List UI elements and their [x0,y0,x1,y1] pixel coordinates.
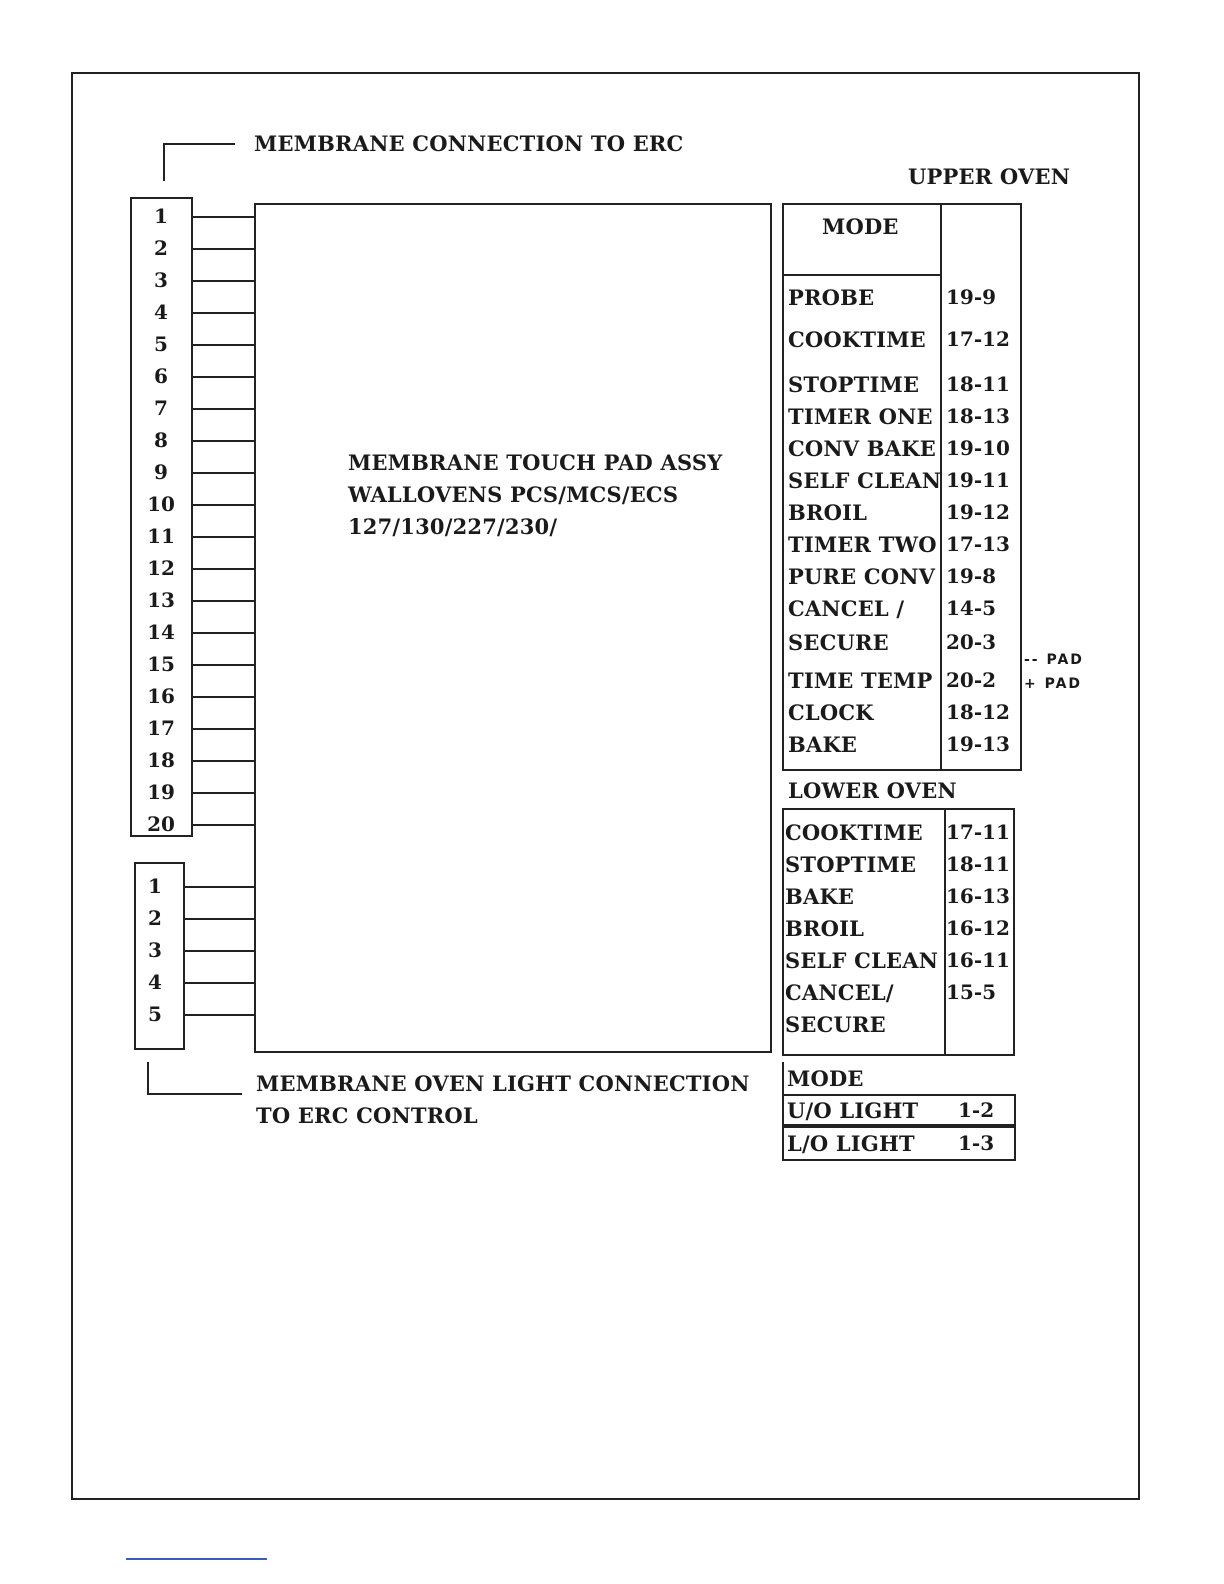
light-pin-lead [185,950,254,952]
lower-row-code: 16-12 [946,916,1010,940]
main-pin-lead [193,504,254,506]
upper-row-code: 20-2 [946,668,997,692]
touch-pad-label-line3: 127/130/227/230/ [348,514,558,539]
bottom-bracket-horizontal [147,1093,242,1095]
light-pin-lead [185,918,254,920]
main-pin-number: 13 [147,588,175,612]
main-pin-number: 20 [147,812,175,836]
main-pin-lead [193,760,254,762]
upper-row-mode: SELF CLEAN [788,468,942,493]
main-pin-number: 12 [147,556,175,580]
upper-row-mode: TIMER TWO [788,532,937,557]
main-pin-number: 7 [154,396,168,420]
membrane-connection-title: MEMBRANE CONNECTION TO ERC [254,131,684,156]
upper-table-header: MODE [822,214,899,239]
main-pin-number: 8 [154,428,168,452]
main-pin-number: 3 [154,268,168,292]
light-pin-number: 3 [148,938,162,962]
light-pin-lead [185,982,254,984]
lower-row-code: 16-11 [946,948,1010,972]
main-pin-lead [193,536,254,538]
lower-row-mode: SECURE [785,1012,886,1037]
title-bracket-horizontal [163,143,235,145]
light-row-code: 1-3 [958,1131,995,1155]
main-pin-number: 16 [147,684,175,708]
main-pin-lead [193,664,254,666]
upper-row-mode: BROIL [788,500,868,525]
upper-row-mode: COOKTIME [788,327,926,352]
upper-row-mode: PURE CONV [788,564,936,589]
main-pin-number: 17 [147,716,175,740]
main-pin-lead [193,632,254,634]
main-pin-number: 2 [154,236,168,260]
upper-row-mode: CANCEL / [788,596,905,621]
main-pin-lead [193,792,254,794]
touch-pad-label-line1: MEMBRANE TOUCH PAD ASSY [348,450,723,475]
upper-row-code: 14-5 [946,596,997,620]
lower-row-mode: COOKTIME [785,820,923,845]
main-pin-lead [193,408,254,410]
upper-row-code: 19-13 [946,732,1010,756]
bottom-bracket-vertical [147,1062,149,1094]
lower-row-code: 18-11 [946,852,1010,876]
main-pin-lead [193,440,254,442]
upper-table-header-rule [782,274,942,276]
lower-row-code: 16-13 [946,884,1010,908]
light-row-mode: L/O LIGHT [787,1131,915,1156]
light-connection-label-line1: MEMBRANE OVEN LIGHT CONNECTION [256,1071,750,1096]
main-pin-number: 18 [147,748,175,772]
main-pin-lead [193,248,254,250]
lower-row-mode: BROIL [785,916,865,941]
main-pin-number: 11 [147,524,175,548]
main-pin-number: 5 [154,332,168,356]
upper-row-mode: BAKE [788,732,858,757]
main-connector-box [130,197,193,837]
light-table-header: MODE [787,1066,864,1091]
upper-row-code: 19-9 [946,285,997,309]
main-pin-number: 14 [147,620,175,644]
main-pin-number: 19 [147,780,175,804]
upper-row-code: 20-3 [946,630,997,654]
lower-row-mode: BAKE [785,884,855,909]
main-pin-number: 6 [154,364,168,388]
plus-pad-note: + PAD [1024,676,1083,692]
light-connection-label-line2: TO ERC CONTROL [256,1103,478,1128]
main-pin-lead [193,696,254,698]
main-pin-number: 10 [147,492,175,516]
main-pin-lead [193,600,254,602]
main-pin-number: 4 [154,300,168,324]
lower-oven-label: LOWER OVEN [788,778,957,803]
upper-oven-label: UPPER OVEN [908,164,1071,189]
light-pin-lead [185,886,254,888]
main-pin-lead [193,568,254,570]
lower-row-mode: CANCEL/ [785,980,894,1005]
footer-link-rule [126,1558,267,1560]
upper-row-mode: TIMER ONE [788,404,933,429]
main-pin-number: 9 [154,460,168,484]
lower-row-code: 17-11 [946,820,1010,844]
lower-row-code: 15-5 [946,980,997,1004]
minus-pad-note: -- PAD [1024,652,1084,668]
upper-row-mode: CONV BAKE [788,436,936,461]
upper-row-code: 19-11 [946,468,1010,492]
upper-row-mode: CLOCK [788,700,874,725]
upper-row-mode: TIME TEMP [788,668,933,693]
upper-row-code: 17-12 [946,327,1010,351]
main-pin-lead [193,728,254,730]
main-pin-number: 15 [147,652,175,676]
main-pin-number: 1 [154,204,168,228]
main-pin-lead [193,472,254,474]
light-table-left-edge [782,1062,784,1096]
main-pin-lead [193,280,254,282]
light-pin-number: 2 [148,906,162,930]
touch-pad-label-line2: WALLOVENS PCS/MCS/ECS [348,482,679,507]
upper-row-code: 18-12 [946,700,1010,724]
main-pin-lead [193,376,254,378]
light-pin-number: 4 [148,970,162,994]
lower-row-mode: SELF CLEAN [785,948,939,973]
upper-row-code: 19-10 [946,436,1010,460]
upper-row-mode: PROBE [788,285,875,310]
main-pin-lead [193,216,254,218]
title-bracket-vertical [163,143,165,181]
upper-row-code: 19-8 [946,564,997,588]
light-pin-number: 5 [148,1002,162,1026]
lower-row-mode: STOPTIME [785,852,917,877]
upper-row-code: 19-12 [946,500,1010,524]
light-pin-number: 1 [148,874,162,898]
light-row-code: 1-2 [958,1098,995,1122]
upper-row-code: 17-13 [946,532,1010,556]
main-pin-lead [193,344,254,346]
upper-row-code: 18-11 [946,372,1010,396]
main-pin-lead [193,312,254,314]
touch-pad-assembly [254,203,772,1053]
light-row-mode: U/O LIGHT [787,1098,919,1123]
upper-row-mode: SECURE [788,630,889,655]
upper-row-mode: STOPTIME [788,372,920,397]
light-pin-lead [185,1014,254,1016]
main-pin-lead [193,824,254,826]
upper-row-code: 18-13 [946,404,1010,428]
